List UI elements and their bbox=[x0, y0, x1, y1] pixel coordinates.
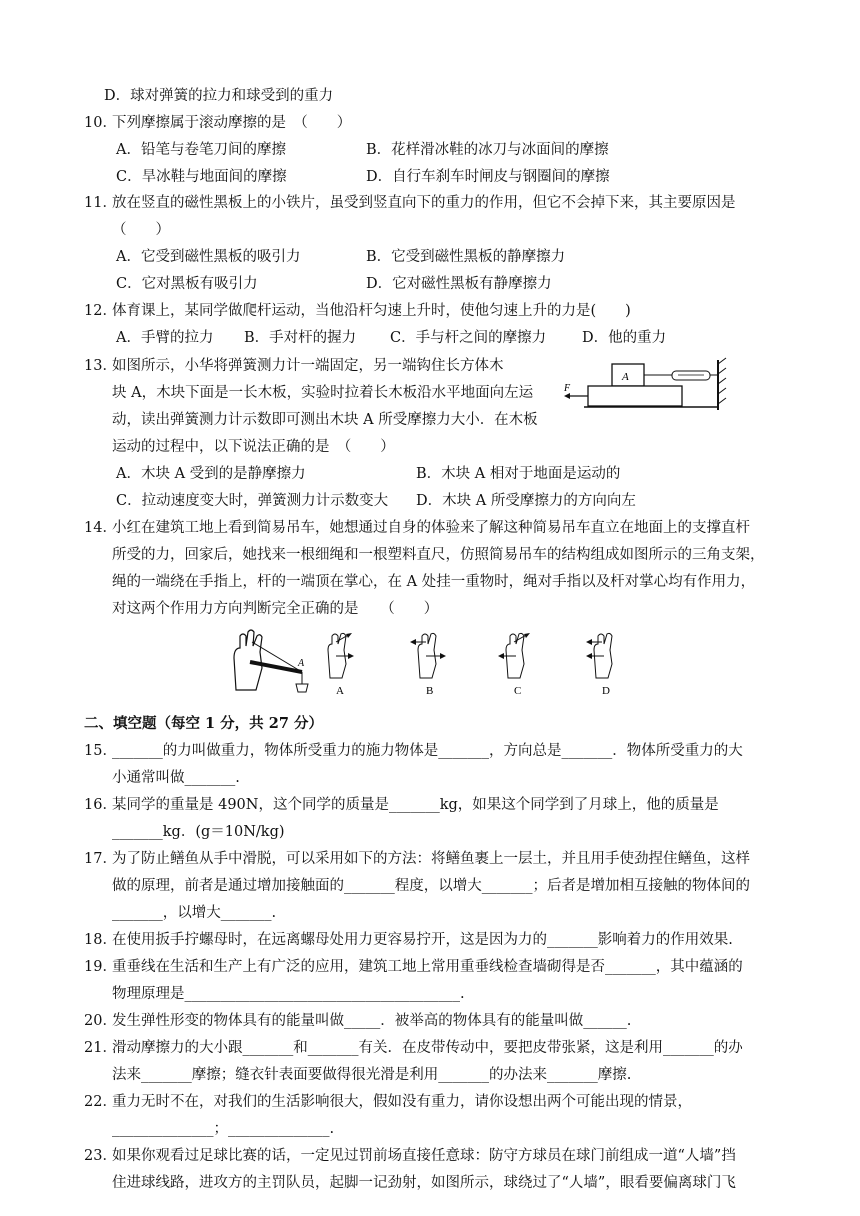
q13-option-c: C．拉动速度变大时，弹簧测力计示数变大 bbox=[116, 493, 389, 509]
q19-line2: 物理原理是______________________________________. bbox=[112, 986, 465, 1002]
q13-stem-line3: 动，读出弹簧测力计示数即可测出木块 A 所受摩擦力大小．在木板 bbox=[112, 412, 538, 428]
q10-number: 10． bbox=[84, 115, 117, 131]
q14-number: 14． bbox=[84, 520, 117, 536]
q13-block-label: A bbox=[622, 371, 629, 383]
q13-option-d: D．木块 A 所受摩擦力的方向向左 bbox=[416, 493, 636, 509]
q11-option-d: D．它对磁性黑板有静摩擦力 bbox=[366, 276, 552, 292]
q11-stem-line2: （ ） bbox=[112, 222, 170, 238]
q16-number: 16． bbox=[84, 797, 117, 813]
q13-option-b: B．木块 A 相对于地面是运动的 bbox=[416, 466, 621, 482]
q14-fig-label-d: D bbox=[602, 685, 610, 697]
q20-line1: 发生弹性形变的物体具有的能量叫做_____．被举高的物体具有的能量叫做______. bbox=[112, 1013, 632, 1029]
q14-fig-option-a bbox=[328, 633, 354, 697]
q14-fig-label-b: B bbox=[426, 685, 434, 697]
q21-line1: 滑动摩擦力的大小跟_______和_______有关．在皮带传动中，要把皮带张紧，这是利用_______的办 bbox=[112, 1040, 743, 1056]
q22-line1: 重力无时不在，对我们的生活影响很大，假如没有重力，请你设想出两个可能出现的情景， bbox=[112, 1094, 692, 1110]
q11-stem-line1: 放在竖直的磁性黑板上的小铁片，虽受到竖直向下的重力的作用，但它不会掉下来，其主要原因是 bbox=[112, 195, 736, 211]
q12-stem: 体育课上，某同学做爬杆运动，当他沿杆匀速上升时，使他匀速上升的力是( ) bbox=[112, 303, 631, 319]
q14-fig-option-c bbox=[498, 633, 530, 697]
q10-stem: 下列摩擦属于滚动摩擦的是 （ ） bbox=[112, 115, 352, 131]
q23-line1: 如果你观看过足球比赛的话，一定见过罚前场直接任意球：防守方球员在球门前组成一道“人墙”挡 bbox=[112, 1148, 736, 1164]
q18-line1: 在使用扳手拧螺母时，在远离螺母处用力更容易拧开，这是因为力的_______影响着力的作用效果. bbox=[112, 932, 733, 948]
section-2-title: 二、填空题（每空 1 分，共 27 分） bbox=[84, 715, 323, 732]
q15-line1: _______的力叫做重力，物体所受重力的施力物体是_______，方向总是_______．物体所受重力的大 bbox=[112, 743, 743, 759]
q15-line2: 小通常叫做_______. bbox=[112, 770, 240, 786]
q18-number: 18． bbox=[84, 932, 117, 948]
q14-fig-option-b bbox=[410, 633, 446, 697]
q9-option-d: D．球对弹簧的拉力和球受到的重力 bbox=[104, 88, 334, 104]
q21-number: 21． bbox=[84, 1040, 117, 1056]
q19-line1: 重垂线在生活和生产上有广泛的应用，建筑工地上常用重垂线检查墙砌得是否_______，其中蕴涵的 bbox=[112, 959, 743, 975]
q14-fig-label-c: C bbox=[514, 685, 522, 697]
q23-line2: 住进球线路，进攻方的主罚队员，起脚一记劲射，如图所示，球绕过了“人墙”，眼看要偏离球门飞 bbox=[112, 1175, 736, 1191]
q14-hand-bracket-figure bbox=[226, 628, 646, 700]
q13-spring-scale-figure bbox=[560, 356, 730, 414]
q13-number: 13． bbox=[84, 358, 117, 374]
q21-line2: 法来_______摩擦；缝衣针表面要做得很光滑是利用_______的办法来_______摩擦. bbox=[112, 1067, 632, 1083]
main-hand-illustration bbox=[234, 630, 308, 692]
q17-number: 17． bbox=[84, 851, 117, 867]
q15-number: 15． bbox=[84, 743, 117, 759]
q12-number: 12． bbox=[84, 303, 117, 319]
q12-option-c: C．手与杆之间的摩擦力 bbox=[390, 330, 547, 346]
q14-point-label: A bbox=[298, 658, 305, 669]
q20-number: 20． bbox=[84, 1013, 117, 1029]
q14-stem-line1: 小红在建筑工地上看到简易吊车，她想通过自身的体验来了解这种简易吊车直立在地面上的支撑直杆 bbox=[112, 520, 750, 536]
q12-option-d: D．他的重力 bbox=[582, 330, 667, 346]
q19-number: 19． bbox=[84, 959, 117, 975]
q10-option-c: C．旱冰鞋与地面间的摩擦 bbox=[116, 169, 287, 185]
q16-line2: _______kg．(g＝10N/kg) bbox=[112, 824, 285, 840]
q11-option-c: C．它对黑板有吸引力 bbox=[116, 276, 258, 292]
q14-fig-option-d bbox=[586, 633, 612, 697]
q14-fig-label-a: A bbox=[336, 685, 344, 697]
q10-option-a: A．铅笔与卷笔刀间的摩擦 bbox=[116, 142, 286, 158]
q13-stem-line4: 运动的过程中，以下说法正确的是 （ ） bbox=[112, 439, 395, 455]
q14-stem-line4: 对这两个作用力方向判断完全正确的是 （ ） bbox=[112, 601, 439, 617]
q23-number: 23． bbox=[84, 1148, 117, 1164]
q12-option-b: B．手对杆的握力 bbox=[244, 330, 357, 346]
q17-line1: 为了防止鳝鱼从手中滑脱，可以采用如下的方法：将鳝鱼裹上一层土，并且用手使劲捏住鳝鱼，这样 bbox=[112, 851, 750, 867]
q11-number: 11． bbox=[84, 195, 117, 211]
q22-line2: ______________；______________. bbox=[112, 1121, 335, 1137]
q10-option-b: B．花样滑冰鞋的冰刀与冰面间的摩擦 bbox=[366, 142, 609, 158]
q16-line1: 某同学的重量是 490N，这个同学的质量是_______kg，如果这个同学到了月球上，他的质量是 bbox=[112, 797, 719, 813]
q14-stem-line2: 所受的力，回家后，她找来一根细绳和一根塑料直尺，仿照简易吊车的结构组成如图所示的三角支架， bbox=[112, 547, 765, 563]
q14-stem-line3: 绳的一端绕在手指上，杆的一端顶在掌心，在 A 处挂一重物时，绳对手指以及杆对掌心均有作用力， bbox=[112, 574, 756, 590]
q11-option-b: B．它受到磁性黑板的静摩擦力 bbox=[366, 249, 566, 265]
q13-stem-line2: 块 A，木块下面是一长木板，实验时拉着长木板沿水平地面向左运 bbox=[112, 385, 534, 401]
q22-number: 22． bbox=[84, 1094, 117, 1110]
q17-line2: 做的原理，前者是通过增加接触面的_______程度，以增大_______；后者是增加相互接触的物体间的 bbox=[112, 878, 750, 894]
q13-force-label: F bbox=[564, 383, 571, 394]
q13-option-a: A．木块 A 受到的是静摩擦力 bbox=[116, 466, 306, 482]
q12-option-a: A．手臂的拉力 bbox=[116, 330, 214, 346]
q13-stem-line1: 如图所示，小华将弹簧测力计一端固定，另一端钩住长方体木 bbox=[112, 358, 504, 374]
q11-option-a: A．它受到磁性黑板的吸引力 bbox=[116, 249, 301, 265]
q17-line3: _______，以增大_______. bbox=[112, 905, 277, 921]
q10-option-d: D．自行车刹车时闸皮与钢圈间的摩擦 bbox=[366, 169, 610, 185]
